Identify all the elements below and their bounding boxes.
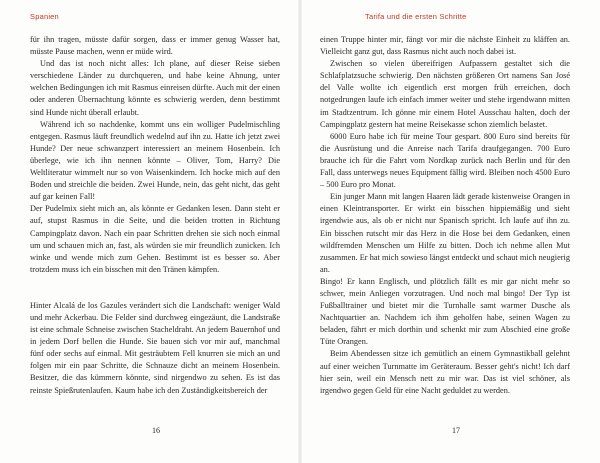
page-number-left: 16	[152, 426, 160, 435]
paragraph: Ein junger Mann mit langen Haaren lädt gerade kistenweise Orangen in einen Kleintransporter. Er wirkt ein bisschen hippiemäßig und sieht irgendwie aus, als ob er nicht nur Spanisch spricht. Ich laufe auf ihn zu. Ein bisschen rutscht mir das Herz in die Hose bei dem Gedanken, einen wildfremden Menschen um Hilfe zu bitten. Doch ich nehme allen Mut zusammen. Er hat mich sowieso längst entdeckt und schaut mich neugierig an.	[320, 192, 570, 274]
page-number-right: 17	[452, 426, 460, 435]
paragraph: Der Pudelmix sieht mich an, als könnte er Gedanken lesen. Dann steht er auf, stupst Rasmus in die Seite, und die beiden trotten in Richtung Campingplatz davon. Nach ein paar Schritten drehen sie sich noch einmal um und schauen mich an, fast, als würden sie mir freundlich zunicken. Ich winke und wende mich zum Gehen. Bestimmt ist es besser so. Aber trotzdem muss ich ein bisschen mit den Tränen kämpfen.	[30, 204, 280, 274]
paragraph: Beim Abendessen sitze ich gemütlich an einem Gymnastikball gelehnt auf einer weichen Turnmatte im Geräteraum. Besser geht's nicht! Ich darf hier sein, weil ein Mensch nett zu mir war. Das ist viel schöner, als irgendwo gegen Geld für eine Nacht geduldet zu werden.	[320, 349, 570, 395]
paragraph: für ihn tragen, müsste dafür sorgen, dass er immer genug Wasser hat, müsste Pause machen, wenn er müde wird.	[30, 35, 280, 57]
running-head-left: Spanien	[30, 12, 59, 21]
paragraph: Bingo! Er kann Englisch, und plötzlich fällt es mir gar nicht mehr so schwer, mein Anliegen vorzutragen. Und noch mal bingo! Der Typ ist Fußballtrainer und bietet mir die Turnhalle samt warmer Dusche als Nachtquartier an. Nachdem ich ihm geholfen habe, seinen Wagen zu beladen, fährt er mich dorthin und schenkt mir zum Abschied eine große Tüte Orangen.	[320, 276, 570, 347]
paragraph: Während ich so nachdenke, kommt uns ein wolliger Pudelmischling entgegen. Rasmus läuft freundlich wedelnd auf ihn zu. Hatte ich jetzt zwei Hunde? Der neue schwanzpert interessiert an meinem Hosenbein. Ich überlege, wie ich ihn nennen könnte – Oliver, Tom, Harry? Die Weltliteratur wimmelt nur so von Waisenkindern. Ich hocke mich auf den Boden und streichle die beiden. Zwei Hunde, nein, das geht nicht, das geht auf gar keinen Fall!	[30, 119, 280, 202]
paragraph: Hinter Alcalá de los Gazules verändert sich die Landschaft: weniger Wald und mehr Ackerbau. Die Felder sind durchweg eingezäunt, die Landstraße ist eine schmale Schneise zwischen Stacheldraht. An jedem Bauernhof und in jedem Dorf bellen die Hunde. Sie bauen sich vor mir auf, manchmal fünf oder sechs auf einmal. Mit gesträubtem Fell knurren sie mich an und folgen mir ein paar Schritte, die Schnauze dicht an meinem Hosenbein. Besitzer, die das kümmern könnte, sind nirgendwo zu sehen. Es ist das reinste Spießrutenlaufen. Kaum habe ich den Zuständigkeitsbereich der	[30, 300, 280, 395]
right-page	[300, 0, 600, 463]
paragraph: Zwischen so vielen übereifrigen Aufpassern gestaltet sich die Schlafplatzsuche schwierig. Den nächsten größeren Ort namens San José del Valle wollte ich eigentlich erst morgen früh erreichen, doch notgedrungen laufe ich einfach immer weiter und stehe irgendwann mitten im Stadtzentrum. Ich gönne mir einem Hotel Ausschau halten, doch der Campingplatz gestern hat meine Reisekasse schon ziemlich belastet.	[320, 59, 570, 129]
paragraph: 6000 Euro habe ich für meine Tour gespart. 800 Euro sind bereits für die Ausrüstung und die Anreise nach Tarifa draufgegangen. 700 Euro brauche ich für die Fahrt vom Nordkap zurück nach Berlin und für den Fall, dass unterwegs neues Equipment fällig wird. Bleiben noch 4500 Euro – 500 Euro pro Monat.	[320, 131, 570, 190]
paragraph: Und das ist noch nicht alles: Ich plane, auf dieser Reise sieben verschiedene Länder zu durchqueren, und habe keine Ahnung, unter welchen Bedingungen ich mit Rasmus einreisen dürfte. Auch mit der einen oder anderen Übernachtung könnte es schwierig werden, denn bestimmt sind Hunde nicht überall erlaubt.	[30, 59, 280, 117]
left-page-body	[30, 34, 280, 397]
paragraph: einen Truppe hinter mir, fängt vor mir die nächste Einheit zu kläffen an. Vielleicht ganz gut, dass Rasmus nicht auch noch dabei ist.	[320, 35, 570, 57]
running-head-right: Tarifa und die ersten Schritte	[365, 12, 467, 21]
right-page-body	[320, 34, 570, 397]
